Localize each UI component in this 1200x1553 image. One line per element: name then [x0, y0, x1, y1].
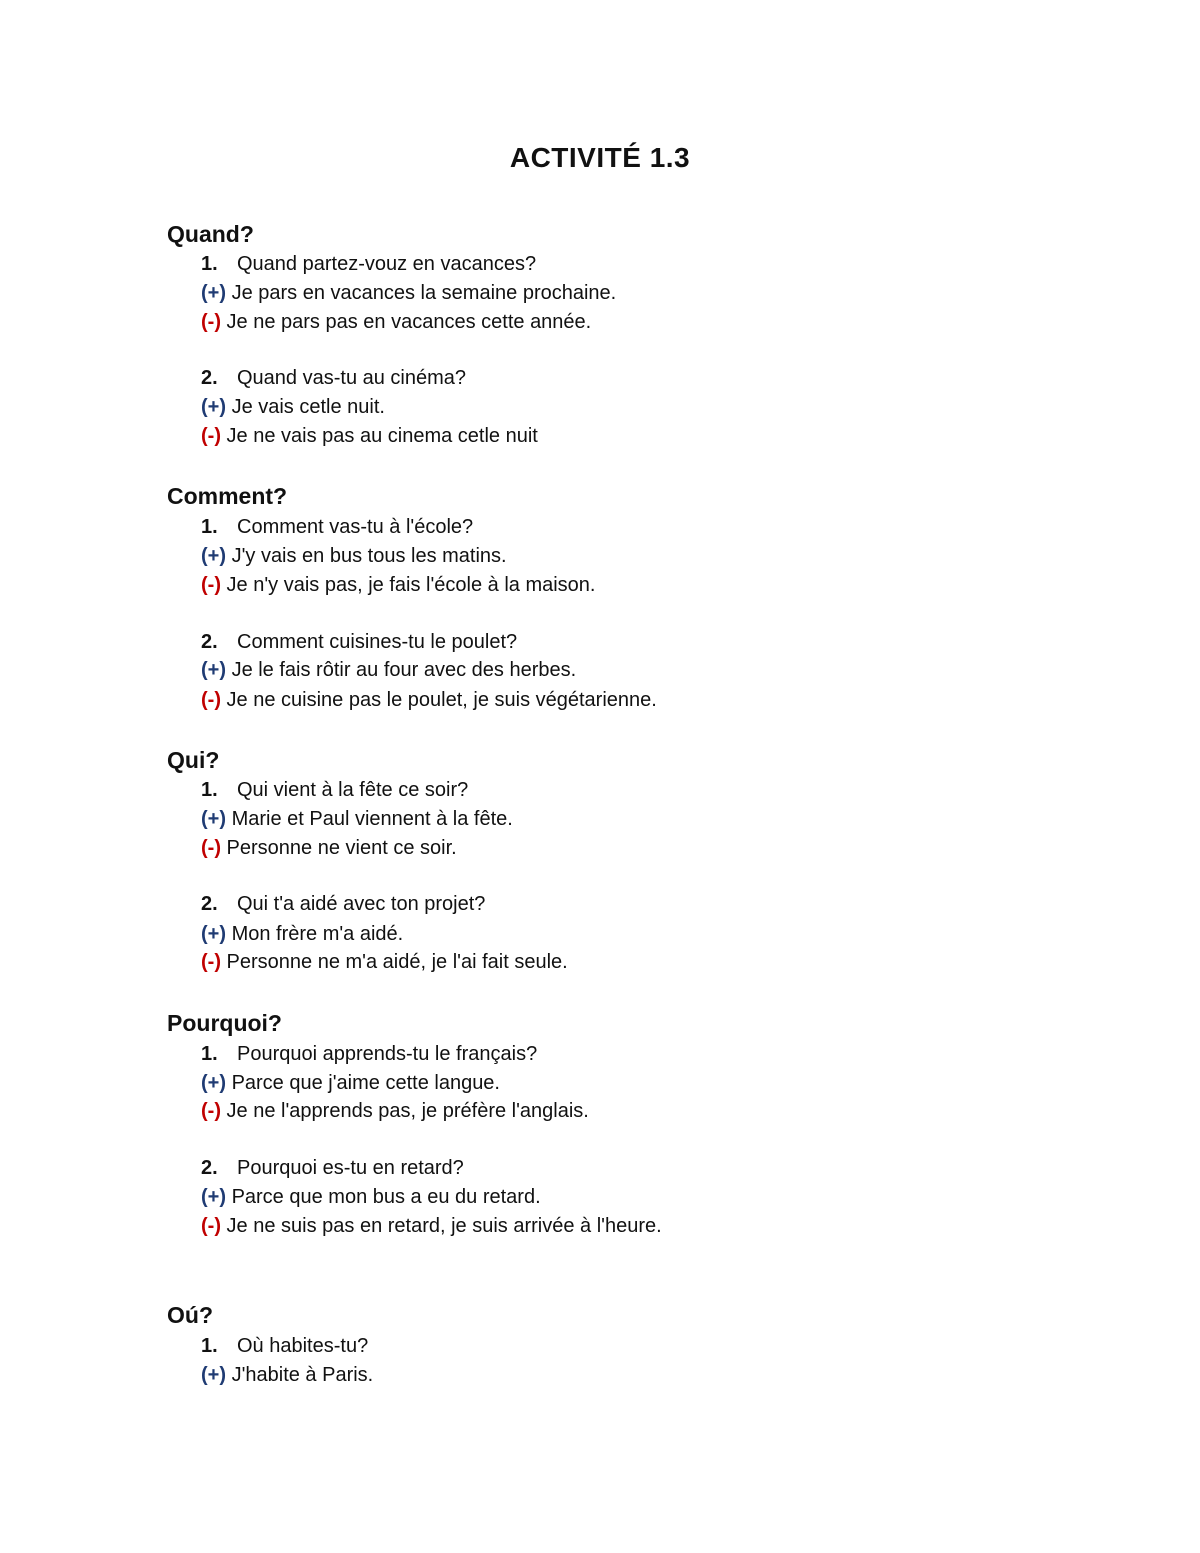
positive-answer-text: J'habite à Paris.: [231, 1364, 374, 1386]
positive-answer-text: Parce que j'aime cette langue.: [231, 1072, 500, 1094]
section-heading: Quand?: [167, 221, 254, 247]
question-text: Pourquoi es-tu en retard?: [237, 1157, 464, 1179]
negative-answer-text: Je ne vais pas au cinema cetle nuit: [226, 425, 538, 447]
positive-answer-text: Je vais cetle nuit.: [231, 396, 385, 418]
question-text: Comment vas-tu à l'école?: [237, 516, 474, 538]
question-text: Pourquoi apprends-tu le français?: [237, 1043, 538, 1065]
question-number: 2.: [201, 1157, 218, 1179]
negative-answer-text: Je ne l'apprends pas, je préfère l'anglais.: [226, 1100, 589, 1122]
question-number: 2.: [201, 893, 218, 915]
negative-answer-line: [201, 1212, 662, 1240]
positive-answer-text: Mon frère m'a aidé.: [231, 923, 404, 945]
section-heading: Pourquoi?: [167, 1010, 282, 1036]
positive-answer-line: [201, 656, 576, 684]
question-text: Où habites-tu?: [237, 1335, 369, 1357]
negative-answer-text: Personne ne m'a aidé, je l'ai fait seule.: [226, 951, 568, 973]
positive-answer-line: [201, 542, 507, 570]
negative-answer-line: [201, 834, 457, 862]
negative-answer-text: Je ne cuisine pas le poulet, je suis végétarienne.: [226, 689, 657, 711]
question-number: 2.: [201, 367, 218, 389]
negative-marker: (-): [201, 951, 221, 973]
negative-answer-line: [201, 948, 568, 976]
question-number: 1.: [201, 253, 218, 275]
section-heading: Oú?: [167, 1302, 213, 1328]
positive-marker: (+): [201, 1072, 226, 1094]
positive-answer-text: Je pars en vacances la semaine prochaine.: [231, 282, 617, 304]
question-line: [201, 890, 485, 918]
positive-answer-line: [201, 393, 385, 421]
positive-marker: (+): [201, 808, 226, 830]
negative-marker: (-): [201, 1215, 221, 1237]
question-number: 1.: [201, 779, 218, 801]
positive-marker: (+): [201, 282, 226, 304]
question-number: 1.: [201, 516, 218, 538]
negative-answer-line: [201, 422, 538, 450]
question-line: [201, 1154, 464, 1182]
negative-answer-line: [201, 308, 591, 336]
question-text: Qui t'a aidé avec ton projet?: [237, 893, 486, 915]
negative-answer-text: Je n'y vais pas, je fais l'école à la maison.: [226, 574, 596, 596]
question-number: 2.: [201, 631, 218, 653]
positive-marker: (+): [201, 1364, 226, 1386]
question-line: [201, 250, 536, 278]
positive-answer-text: Parce que mon bus a eu du retard.: [231, 1186, 541, 1208]
negative-marker: (-): [201, 574, 221, 596]
negative-marker: (-): [201, 689, 221, 711]
positive-marker: (+): [201, 396, 226, 418]
section-heading: Comment?: [167, 483, 288, 509]
question-text: Comment cuisines-tu le poulet?: [237, 631, 518, 653]
question-line: [201, 364, 466, 392]
positive-answer-line: [201, 1361, 373, 1389]
positive-marker: (+): [201, 659, 226, 681]
negative-answer-text: Je ne suis pas en retard, je suis arrivée à l'heure.: [226, 1215, 662, 1237]
question-line: [201, 513, 473, 541]
positive-answer-line: [201, 805, 513, 833]
question-number: 1.: [201, 1335, 218, 1357]
negative-marker: (-): [201, 837, 221, 859]
positive-marker: (+): [201, 1186, 226, 1208]
positive-answer-text: J'y vais en bus tous les matins.: [231, 545, 507, 567]
section-heading: Qui?: [167, 747, 220, 773]
positive-marker: (+): [201, 545, 226, 567]
positive-answer-text: Je le fais rôtir au four avec des herbes.: [231, 659, 577, 681]
question-line: [201, 628, 517, 656]
positive-answer-line: [201, 920, 403, 948]
question-line: [201, 1040, 537, 1068]
positive-answer-line: [201, 1183, 541, 1211]
positive-marker: (+): [201, 923, 226, 945]
question-line: [201, 776, 468, 804]
positive-answer-line: [201, 279, 616, 307]
negative-marker: (-): [201, 425, 221, 447]
page-title: ACTIVITÉ 1.3: [509, 142, 691, 173]
question-text: Quand vas-tu au cinéma?: [237, 367, 467, 389]
positive-answer-text: Marie et Paul viennent à la fête.: [231, 808, 513, 830]
negative-answer-text: Personne ne vient ce soir.: [226, 837, 457, 859]
question-line: [201, 1332, 368, 1360]
negative-answer-text: Je ne pars pas en vacances cette année.: [226, 311, 592, 333]
question-text: Qui vient à la fête ce soir?: [237, 779, 469, 801]
negative-answer-line: [201, 686, 657, 714]
negative-marker: (-): [201, 311, 221, 333]
negative-marker: (-): [201, 1100, 221, 1122]
positive-answer-line: [201, 1069, 500, 1097]
question-text: Quand partez-vouz en vacances?: [237, 253, 537, 275]
negative-answer-line: [201, 1097, 589, 1125]
question-number: 1.: [201, 1043, 218, 1065]
negative-answer-line: [201, 571, 595, 599]
